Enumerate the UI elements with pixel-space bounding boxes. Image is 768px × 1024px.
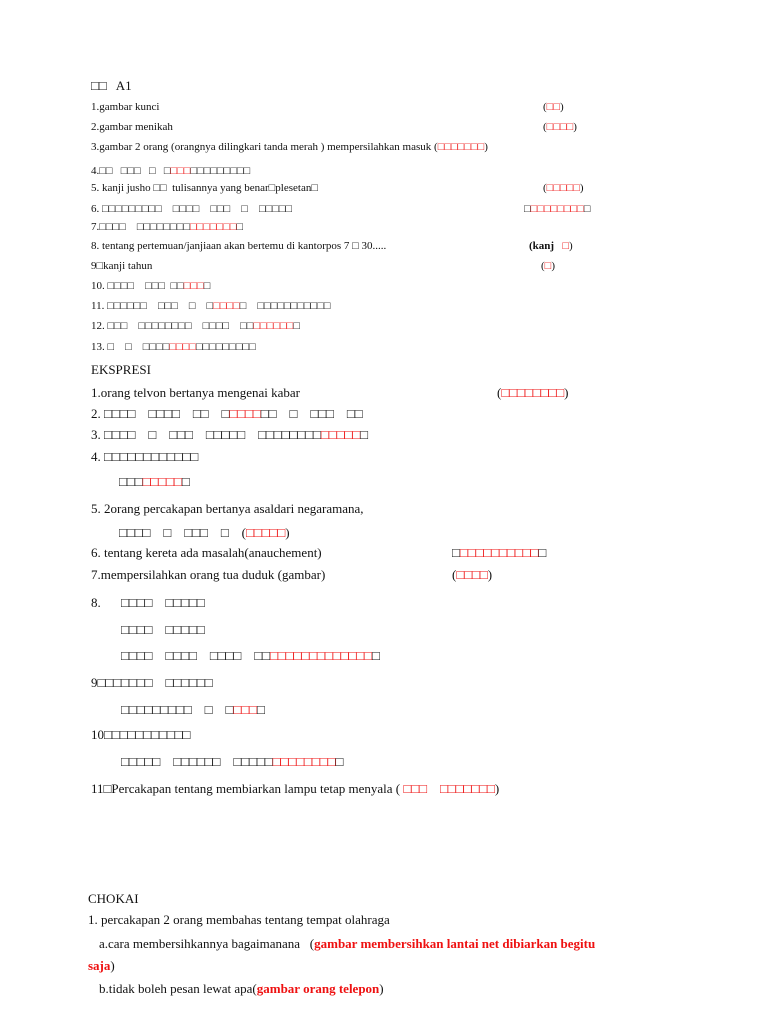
kanji-answer-8: (kanj □) [529, 240, 573, 252]
kanji-item-2: 2.gambar menikah [91, 121, 173, 133]
kanji-item-8: 8. tentang pertemuan/janjiaan akan bertemu di kantorpos 7 □ 30..... [91, 240, 387, 252]
kanji-item-3: 3.gambar 2 orang (orangnya dilingkari tanda merah ) mempersilahkan masuk (□□□□□□□) [91, 141, 488, 153]
ekspresi-item-6: 6. tentang kereta ada masalah(anauchement) [91, 545, 322, 560]
kanji-item-10: 10. □□□□ □□□ □□□□□□ [91, 280, 211, 292]
kanji-item-1: 1.gambar kunci [91, 101, 160, 113]
kanji-item-12: 12. □□□ □□□□□□□□ □□□□ □□□□□□□□□ [91, 320, 300, 332]
kanji-answer-9: (□) [541, 260, 555, 272]
ekspresi-item-3: 3. □□□□ □ □□□ □□□□□ □□□□□□□□□□□□□□ [91, 427, 369, 442]
kanji-item-9: 9□kanji tahun [91, 260, 153, 272]
ekspresi-item-9: 9□□□□□□□ □□□□□□ [91, 675, 213, 690]
ekspresi-item-8-line-3: □□□□ □□□□ □□□□ □□□□□□□□□□□□□□□□ [121, 648, 380, 663]
ekspresi-item-8-line-2: □□□□ □□□□□ [121, 622, 205, 637]
chokai-answer-a: a.cara membersihkannya bagaimanana (gambar membersihkan lantai net dibiarkan begitu [99, 936, 596, 951]
ekspresi-item-7: 7.mempersilahkan orang tua duduk (gambar) [91, 567, 326, 582]
chokai-answer-b: b.tidak boleh pesan lewat apa(gambar orang telepon) [99, 981, 384, 996]
kanji-item-6: 6. □□□□□□□□□ □□□□ □□□ □ □□□□□ [91, 203, 293, 215]
kanji-answer-2: (□□□□) [543, 121, 577, 133]
ekspresi-item-10: 10□□□□□□□□□□□ [91, 727, 191, 742]
kanji-item-11: 11. □□□□□□ □□□ □ □□□□□□ □□□□□□□□□□□ [91, 300, 331, 312]
ekspresi-item-1: 1.orang telvon bertanya mengenai kabar [91, 385, 300, 400]
kanji-answer-6: □□□□□□□□□□ [524, 203, 591, 215]
ekspresi-answer-1: (□□□□□□□□) [497, 385, 569, 400]
ekspresi-item-10-answer: □□□□□ □□□□□□ □□□□□□□□□□□□□□ [121, 754, 344, 769]
kanji-item-5: 5. kanji jusho □□ tulisannya yang benar□plesetan□ [91, 182, 318, 194]
ekspresi-answer-7: (□□□□) [452, 567, 493, 582]
ekspresi-item-5: 5. 2orang percakapan bertanya asaldari negaramana, [91, 501, 364, 516]
kanji-item-4: 4.□□ □□□ □ □□□□□□□□□□□□□ [91, 165, 251, 177]
section-heading-ekspresi: EKSPRESI [91, 362, 151, 377]
ekspresi-item-4-answer: □□□□□□□□□ [119, 474, 190, 489]
chokai-answer-a-cont: saja) [88, 958, 115, 973]
chokai-question-1: 1. percakapan 2 orang membahas tentang tempat olahraga [88, 912, 390, 927]
ekspresi-item-9-answer: □□□□□□□□□ □ □□□□□ [121, 702, 265, 717]
ekspresi-item-4: 4. □□□□□□□□□□□□ [91, 449, 199, 464]
kanji-item-13: 13. □ □ □□□□□□□□□□□□□□□□□ [91, 341, 256, 353]
kanji-item-7: 7.□□□□ □□□□□□□□□□□□□□□□ [91, 221, 244, 233]
kanji-answer-5: (□□□□□) [543, 182, 584, 194]
ekspresi-item-8: 8. [91, 595, 101, 610]
ekspresi-item-2: 2. □□□□ □□□□ □□ □□□□□□□ □ □□□ □□ [91, 406, 363, 421]
ekspresi-item-5-answer: □□□□ □ □□□ □ (□□□□□) [119, 525, 290, 540]
section-heading-chokai: CHOKAI [88, 891, 139, 906]
ekspresi-item-11: 11□Percakapan tentang membiarkan lampu tetap menyala ( □□□ □□□□□□□) [91, 781, 500, 796]
section-title: □□ A1 [91, 78, 132, 93]
ekspresi-item-8-line-1: □□□□ □□□□□ [121, 595, 205, 610]
ekspresi-answer-6: □□□□□□□□□□□□ [452, 545, 547, 560]
kanji-answer-1: (□□) [543, 101, 564, 113]
